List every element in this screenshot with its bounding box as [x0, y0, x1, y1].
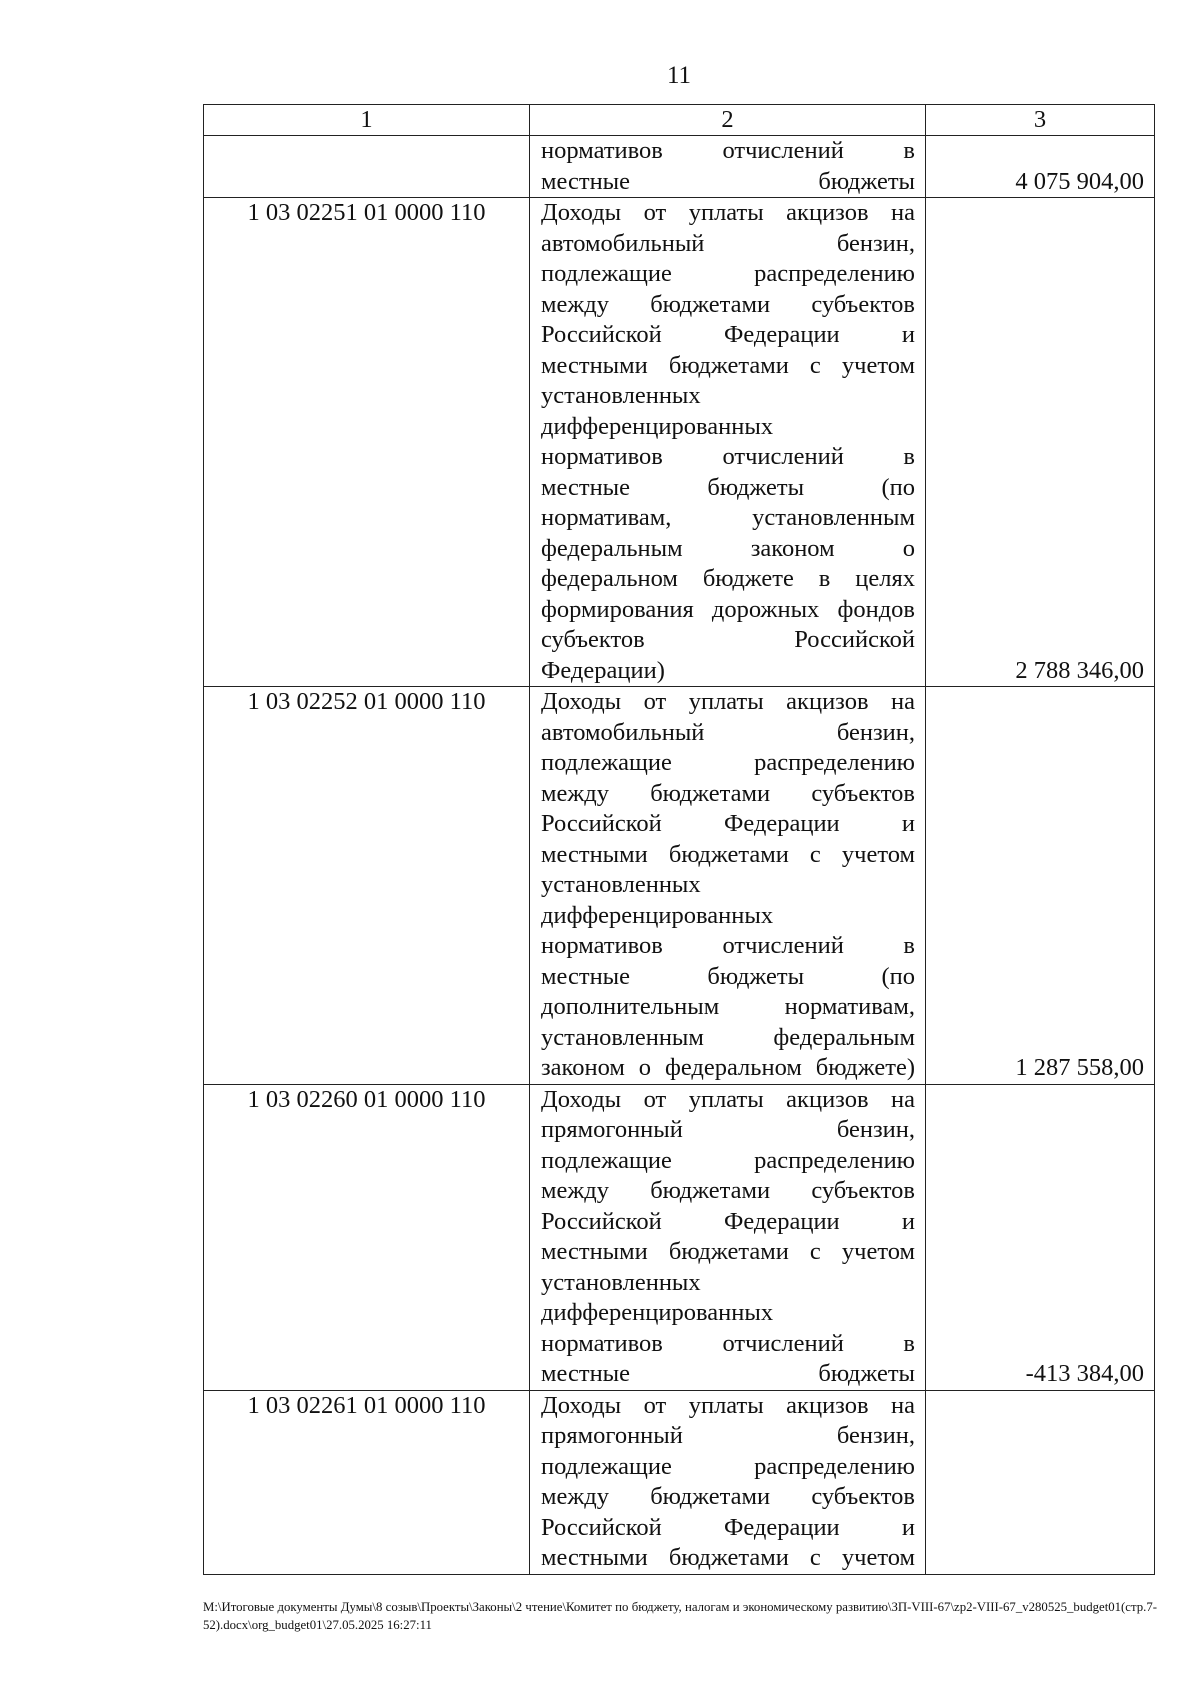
budget-revenue-table [203, 104, 1155, 1575]
revenue-name-cell [530, 136, 926, 198]
column-header-1: 1 [204, 105, 530, 136]
revenue-name-line: между бюджетами субъектов [541, 1483, 915, 1510]
revenue-name-line: дифференцированных [541, 1299, 774, 1326]
revenue-name-line: Федерации) [541, 656, 665, 684]
page-number: 11 [666, 62, 692, 89]
revenue-name-line: федеральным законом о [541, 534, 915, 562]
revenue-name-line: установленных [541, 382, 701, 409]
revenue-name-line: Доходы от уплаты акцизов на [541, 688, 915, 715]
revenue-name-line: нормативам, установленным [541, 504, 915, 531]
revenue-name-cell [530, 1390, 926, 1574]
revenue-name-line: между бюджетами субъектов [541, 779, 915, 807]
amount-cell: 1 287 558,00 [926, 687, 1155, 1085]
revenue-name-line: установленных [541, 1268, 701, 1296]
revenue-name-line: установленных [541, 871, 701, 898]
revenue-name-line: Российской Федерации и [541, 321, 915, 348]
revenue-name-line: Российской Федерации и [541, 1513, 915, 1541]
revenue-name-line: прямогонный бензин, [541, 1422, 915, 1449]
revenue-name-line: между бюджетами субъектов [541, 290, 915, 318]
revenue-name-line: подлежащие распределению [541, 260, 915, 287]
revenue-code-cell: 1 03 02261 01 0000 110 [204, 1390, 530, 1574]
revenue-code-cell: 1 03 02251 01 0000 110 [204, 198, 530, 687]
revenue-name-line: нормативов отчислений в [541, 443, 915, 470]
revenue-name-line: местными бюджетами с учетом [541, 1544, 915, 1571]
table-header-row [204, 105, 1155, 136]
revenue-name-line: установленным федеральным [541, 1023, 915, 1051]
amount-cell: 2 788 346,00 [926, 198, 1155, 687]
revenue-name-line: формирования дорожных фондов [541, 595, 915, 623]
table-row [204, 198, 1155, 687]
table-row [204, 1084, 1155, 1390]
revenue-name-line: местные бюджеты (по [541, 473, 915, 501]
amount-cell: 4 075 904,00 [926, 136, 1155, 198]
revenue-name-line: местные бюджеты [541, 167, 915, 195]
revenue-name-line: нормативов отчислений в [541, 1329, 915, 1357]
revenue-name-line: Доходы от уплаты акцизов на [541, 1085, 915, 1113]
revenue-name-cell [530, 1084, 926, 1390]
column-header-3: 3 [926, 105, 1155, 136]
revenue-name-line: между бюджетами субъектов [541, 1177, 915, 1204]
table-row [204, 687, 1155, 1085]
revenue-code-cell: 1 03 02260 01 0000 110 [204, 1084, 530, 1390]
revenue-name-line: дифференцированных [541, 901, 774, 929]
table-row [204, 136, 1155, 198]
revenue-name-line: Доходы от уплаты акцизов на [541, 199, 915, 226]
revenue-name-line: местные бюджеты (по [541, 962, 915, 990]
revenue-name-line: дифференцированных [541, 412, 774, 440]
revenue-name-line: нормативов отчислений в [541, 932, 915, 959]
revenue-name-line: федеральном бюджете в целях [541, 565, 915, 592]
revenue-name-line: нормативов отчислений в [541, 137, 915, 164]
table-row [204, 1390, 1155, 1574]
revenue-name-line: местными бюджетами с учетом [541, 1238, 915, 1265]
revenue-name-line: подлежащие распределению [541, 1452, 915, 1480]
revenue-name-line: прямогонный бензин, [541, 1116, 915, 1143]
file-path-footer: M:\Итоговые документы Думы\8 созыв\Проекты\Законы\2 чтение\Комитет по бюджету, налогам и экономическому развитию\ЗП-VIII-67\zp2-VIII-67_v280525_budget01(стр.7-52).docx\org_budget01\27.05.2025 16:27:11 [203, 1600, 1157, 1632]
amount-cell: -413 384,00 [926, 1084, 1155, 1390]
revenue-name-line: автомобильный бензин, [541, 718, 915, 746]
revenue-name-line: дополнительным нормативам, [541, 993, 915, 1020]
revenue-name-line: Доходы от уплаты акцизов на [541, 1391, 915, 1419]
revenue-code-cell [204, 136, 530, 198]
revenue-name-cell [530, 198, 926, 687]
revenue-code-cell: 1 03 02252 01 0000 110 [204, 687, 530, 1085]
revenue-name-line: Российской Федерации и [541, 810, 915, 837]
revenue-name-line: субъектов Российской [541, 626, 915, 653]
revenue-name-line: законом о федеральном бюджете) [541, 1054, 915, 1081]
revenue-name-line: подлежащие распределению [541, 749, 915, 776]
revenue-name-line: автомобильный бензин, [541, 229, 915, 257]
revenue-name-line: подлежащие распределению [541, 1146, 915, 1174]
column-header-2: 2 [530, 105, 926, 136]
amount-cell [926, 1390, 1155, 1574]
revenue-name-line: Российской Федерации и [541, 1207, 915, 1235]
revenue-name-line: местными бюджетами с учетом [541, 351, 915, 379]
revenue-name-line: местные бюджеты [541, 1360, 915, 1387]
revenue-name-cell [530, 687, 926, 1085]
revenue-name-line: местными бюджетами с учетом [541, 840, 915, 868]
